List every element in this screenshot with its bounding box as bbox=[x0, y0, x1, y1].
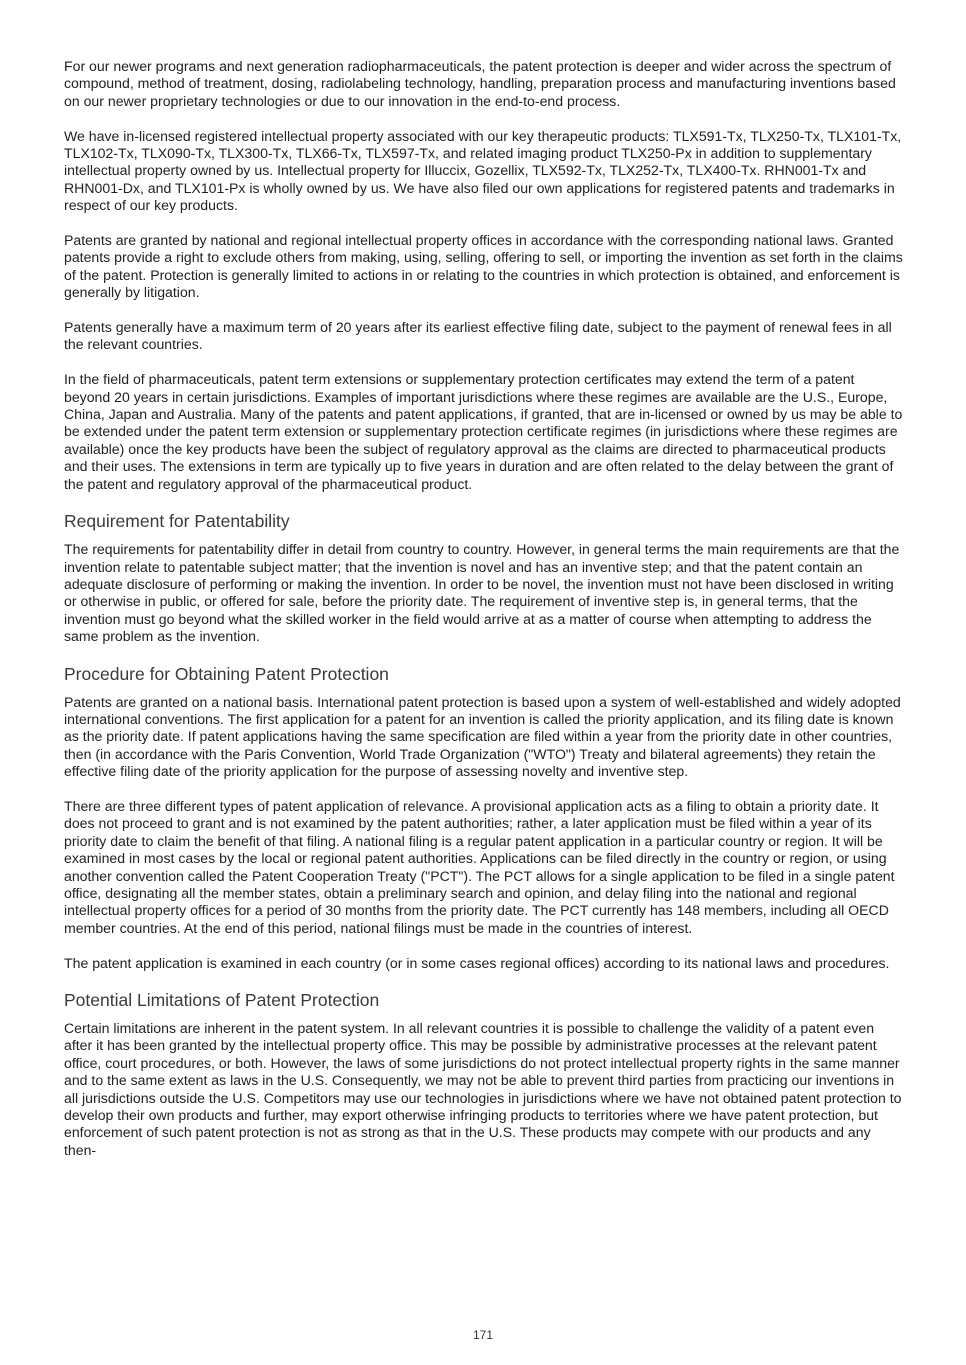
paragraph-intro-5: In the field of pharmaceuticals, patent term extensions or supplementary protection certificates may extend the term of a patent beyond 20 years in certain jurisdictions. Examples of important jurisdictions where these regimes are available are the U.S., Europe, China, Japan and Australia. Many of the patents and patent applications, if granted, that are in-licensed or owned by us may be able to be extended under the patent term extension or supplementary protection certificate regimes (in jurisdictions where these regimes are available) once the key products have been the subject of regulatory approval as the claims are directed to pharmaceutical products and their uses. The extensions in term are typically up to five years in duration and are often related to the delay between the grant of the patent and regulatory approval of the pharmaceutical product. bbox=[64, 371, 903, 492]
paragraph-procedure-3: The patent application is examined in each country (or in some cases regional offices) according to its national laws and procedures. bbox=[64, 954, 890, 971]
paragraph-intro-1: For our newer programs and next generation radiopharmaceuticals, the patent protection is deeper and wider across the spectrum of compound, method of treatment, dosing, radiolabeling technology, handling, preparation process and manufacturing inventions based on our newer proprietary technologies or due to our innovation in the end-to-end process. bbox=[64, 58, 896, 109]
page-number: 171 bbox=[472, 1328, 494, 1342]
heading-patentability: Requirement for Patentability bbox=[64, 511, 290, 532]
paragraph-procedure-1: Patents are granted on a national basis. International patent protection is based upon a system of well-established and widely adopted international conventions. The first application for a patent for an invention is called the priority application, and its filing date is known as the priority date. If patent applications having the same specification are filed within a year from the priority date in other countries, then (in accordance with the Paris Convention, World Trade Organization ("WTO") Treaty and bilateral agreements) they retain the effective filing date of the priority application for the purpose of assessing novelty and inventive step. bbox=[64, 693, 901, 780]
paragraph-limitations-1: Certain limitations are inherent in the patent system. In all relevant countries it is possible to challenge the validity of a patent even after it has been granted by the intellectual property office. This may be possible by administrative processes at the relevant patent office, court procedures, or both. However, the laws of some jurisdictions do not protect intellectual property rights in the same manner and to the same extent as laws in the U.S. Consequently, we may not be able to prevent third parties from practicing our inventions in all jurisdictions outside the U.S. Competitors may use our technologies in jurisdictions where we have not obtained patent protection to develop their own products and further, may export otherwise infringing products to territories where we have patent protection, but enforcement of such patent protection is not as strong as that in the U.S. These products may compete with our products and any then- bbox=[64, 1020, 902, 1158]
heading-limitations: Potential Limitations of Patent Protection bbox=[64, 990, 380, 1010]
paragraph-intro-4: Patents generally have a maximum term of 20 years after its earliest effective filing date, subject to the payment of renewal fees in all the relevant countries. bbox=[64, 319, 892, 353]
paragraph-intro-3: Patents are granted by national and regional intellectual property offices in accordance with the corresponding national laws. Granted patents provide a right to exclude others from making, using, selling, offering to sell, or importing the invention as set forth in the claims of the patent. Protection is generally limited to actions in or relating to the countries in which protection is obtained, and enforcement is generally by litigation. bbox=[64, 232, 903, 301]
heading-procedure: Procedure for Obtaining Patent Protection bbox=[64, 663, 389, 684]
paragraph-procedure-2: There are three different types of patent application of relevance. A provisional application acts as a filing to obtain a priority date. It does not proceed to grant and is not examined by the patent authorities; rather, a later application must be filed within a year of its priority date to claim the benefit of that filing. A national filing is a regular patent application in a particular country or region. It will be examined in most cases by the local or regional patent authorities. Applications can be filed directly in the country or region, or using another convention called the Patent Cooperation Treaty ("PCT"). The PCT allows for a single application to be filed in a single patent office, designating all the member states, obtain a preliminary search and opinion, and delay filing into the national and regional intellectual property offices for a period of 30 months from the priority date. The PCT currently has 148 members, including all OECD member countries. At the end of this period, national filings must be made in the countries of interest. bbox=[64, 797, 895, 936]
document-page bbox=[64, 58, 904, 1159]
paragraph-intro-2: We have in-licensed registered intellectual property associated with our key therapeutic products: TLX591-Tx, TLX250-Tx, TLX101-Tx, TLX102-Tx, TLX090-Tx, TLX300-Tx, TLX66-Tx, TLX597-Tx, and related imaging product TLX250-Px in addition to supplementary intellectual property owned by us. Intellectual property for Illuccix, Gozellix, TLX592-Tx, TLX252-Tx, TLX400-Tx. RHN001-Tx and RHN001-Dx, and TLX101-Px is wholly owned by us. We have also filed our own applications for registered patents and trademarks in respect of our key products. bbox=[64, 127, 902, 214]
paragraph-patentability-1: The requirements for patentability differ in detail from country to country. However, in general terms the main requirements are that the invention relate to patentable subject matter; that the invention is novel and has an inventive step; and that the patent contain an adequate disclosure of performing or making the invention. In order to be novel, the invention must not have been disclosed in writing or otherwise in public, or offered for sale, before the priority date. The requirement of inventive step is, in general terms, that the invention must go beyond what the skilled worker in the field would arrive at as a matter of course when attempting to address the same problem as the invention. bbox=[64, 541, 900, 645]
